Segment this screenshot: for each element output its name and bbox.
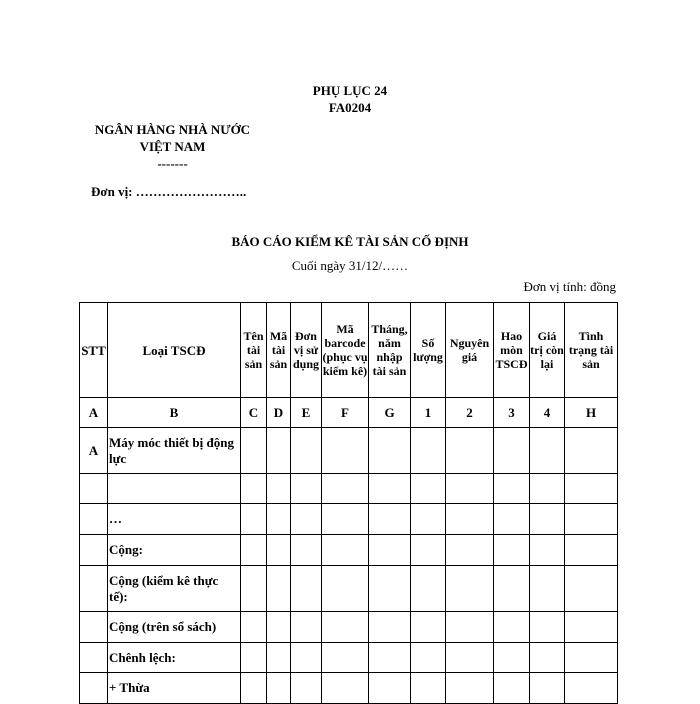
empty-cell bbox=[267, 504, 291, 535]
empty-cell bbox=[241, 428, 267, 474]
empty-cell bbox=[322, 673, 369, 704]
column-code: 2 bbox=[446, 398, 494, 428]
empty-cell bbox=[565, 474, 618, 504]
asset-inventory-table bbox=[79, 302, 618, 704]
empty-cell bbox=[369, 535, 411, 566]
empty-cell bbox=[241, 673, 267, 704]
empty-cell bbox=[530, 566, 565, 612]
empty-cell bbox=[267, 566, 291, 612]
empty-cell bbox=[241, 504, 267, 535]
empty-cell bbox=[267, 612, 291, 643]
row-stt-cell bbox=[80, 612, 108, 643]
empty-cell bbox=[322, 428, 369, 474]
form-code: FA0204 bbox=[328, 100, 372, 115]
empty-cell bbox=[411, 428, 446, 474]
empty-cell bbox=[267, 474, 291, 504]
empty-cell bbox=[530, 612, 565, 643]
col-header-original-cost: Nguyên giá bbox=[446, 303, 494, 398]
empty-cell bbox=[411, 474, 446, 504]
column-code: 4 bbox=[530, 398, 565, 428]
row-stt-cell bbox=[80, 566, 108, 612]
empty-cell bbox=[241, 566, 267, 612]
empty-cell bbox=[267, 673, 291, 704]
empty-cell bbox=[494, 474, 530, 504]
table-row bbox=[80, 643, 618, 673]
empty-cell bbox=[267, 643, 291, 673]
row-label-cell bbox=[108, 474, 241, 504]
column-code: H bbox=[565, 398, 618, 428]
empty-cell bbox=[411, 673, 446, 704]
empty-cell bbox=[494, 566, 530, 612]
column-code: B bbox=[108, 398, 241, 428]
table-row bbox=[80, 474, 618, 504]
empty-cell bbox=[446, 612, 494, 643]
col-header-using-unit: Đơn vị sử dụng bbox=[291, 303, 322, 398]
empty-cell bbox=[241, 535, 267, 566]
row-label-cell: Chênh lệch: bbox=[108, 643, 241, 673]
row-label-cell: … bbox=[108, 504, 241, 535]
empty-cell bbox=[411, 643, 446, 673]
empty-cell bbox=[411, 535, 446, 566]
empty-cell bbox=[369, 474, 411, 504]
empty-cell bbox=[565, 504, 618, 535]
empty-cell bbox=[446, 474, 494, 504]
empty-cell bbox=[267, 535, 291, 566]
row-stt-cell bbox=[80, 474, 108, 504]
row-stt-cell bbox=[80, 673, 108, 704]
empty-cell bbox=[267, 428, 291, 474]
empty-cell bbox=[530, 535, 565, 566]
empty-cell bbox=[291, 612, 322, 643]
empty-cell bbox=[241, 474, 267, 504]
empty-cell bbox=[494, 504, 530, 535]
empty-cell bbox=[494, 535, 530, 566]
column-code: A bbox=[80, 398, 108, 428]
col-header-quantity: Số lượng bbox=[411, 303, 446, 398]
empty-cell bbox=[565, 612, 618, 643]
empty-cell bbox=[530, 474, 565, 504]
empty-cell bbox=[322, 474, 369, 504]
row-stt-cell bbox=[80, 643, 108, 673]
column-code-row bbox=[80, 398, 618, 428]
empty-cell bbox=[530, 428, 565, 474]
row-stt-cell bbox=[80, 504, 108, 535]
empty-cell bbox=[291, 535, 322, 566]
row-label-cell: Cộng: bbox=[108, 535, 241, 566]
column-code: G bbox=[369, 398, 411, 428]
empty-cell bbox=[530, 504, 565, 535]
empty-cell bbox=[446, 673, 494, 704]
empty-cell bbox=[369, 428, 411, 474]
empty-cell bbox=[411, 612, 446, 643]
col-header-barcode: Mã barcode (phục vụ kiểm kê) bbox=[322, 303, 369, 398]
empty-cell bbox=[565, 428, 618, 474]
org-divider: ------- bbox=[157, 156, 188, 171]
row-label-cell: Máy móc thiết bị động lực bbox=[108, 428, 241, 474]
organization-block bbox=[80, 121, 265, 172]
unit-field: Đơn vị: …………………….. bbox=[91, 184, 247, 199]
empty-cell bbox=[446, 428, 494, 474]
empty-cell bbox=[291, 566, 322, 612]
empty-cell bbox=[494, 643, 530, 673]
table-row bbox=[80, 673, 618, 704]
col-header-stt: STT bbox=[80, 303, 108, 398]
col-header-asset-code: Mã tài sản bbox=[267, 303, 291, 398]
empty-cell bbox=[369, 504, 411, 535]
org-name-line1: NGÂN HÀNG NHÀ NƯỚC bbox=[94, 122, 251, 137]
empty-cell bbox=[565, 673, 618, 704]
report-title: BÁO CÁO KIỂM KÊ TÀI SẢN CỐ ĐỊNH bbox=[231, 234, 469, 249]
empty-cell bbox=[369, 673, 411, 704]
report-date: Cuối ngày 31/12/…… bbox=[291, 258, 409, 273]
empty-cell bbox=[446, 504, 494, 535]
empty-cell bbox=[291, 474, 322, 504]
row-stt-cell: A bbox=[80, 428, 108, 474]
col-header-import-date: Tháng, năm nhập tài sản bbox=[369, 303, 411, 398]
empty-cell bbox=[530, 673, 565, 704]
empty-cell bbox=[322, 535, 369, 566]
column-code: 3 bbox=[494, 398, 530, 428]
appendix-title: PHỤ LỤC 24 bbox=[312, 83, 388, 98]
column-code: F bbox=[322, 398, 369, 428]
empty-cell bbox=[446, 643, 494, 673]
empty-cell bbox=[241, 612, 267, 643]
empty-cell bbox=[369, 643, 411, 673]
row-label-cell: Cộng (kiểm kê thực tế): bbox=[108, 566, 241, 612]
table-row bbox=[80, 428, 618, 474]
empty-cell bbox=[530, 643, 565, 673]
col-header-depreciation: Hao mòn TSCĐ bbox=[494, 303, 530, 398]
col-header-remaining-value: Giá trị còn lại bbox=[530, 303, 565, 398]
col-header-asset-name: Tên tài sản bbox=[241, 303, 267, 398]
empty-cell bbox=[565, 535, 618, 566]
col-header-asset-type: Loại TSCĐ bbox=[108, 303, 241, 398]
empty-cell bbox=[446, 566, 494, 612]
table-row bbox=[80, 504, 618, 535]
empty-cell bbox=[411, 504, 446, 535]
empty-cell bbox=[241, 643, 267, 673]
appendix-heading bbox=[250, 82, 450, 116]
org-name-line2: VIỆT NAM bbox=[139, 139, 206, 154]
empty-cell bbox=[494, 612, 530, 643]
col-header-asset-condition: Tình trạng tài sản bbox=[565, 303, 618, 398]
empty-cell bbox=[565, 643, 618, 673]
column-code: E bbox=[291, 398, 322, 428]
table-header-row bbox=[80, 303, 618, 398]
row-stt-cell bbox=[80, 535, 108, 566]
empty-cell bbox=[369, 566, 411, 612]
empty-cell bbox=[494, 428, 530, 474]
empty-cell bbox=[565, 566, 618, 612]
table-row bbox=[80, 612, 618, 643]
table-row bbox=[80, 566, 618, 612]
empty-cell bbox=[291, 428, 322, 474]
row-label-cell: Cộng (trên sổ sách) bbox=[108, 612, 241, 643]
column-code: C bbox=[241, 398, 267, 428]
empty-cell bbox=[291, 643, 322, 673]
currency-unit: Đơn vị tính: đồng bbox=[523, 279, 616, 294]
empty-cell bbox=[291, 504, 322, 535]
empty-cell bbox=[369, 612, 411, 643]
empty-cell bbox=[322, 566, 369, 612]
column-code: D bbox=[267, 398, 291, 428]
empty-cell bbox=[322, 612, 369, 643]
column-code: 1 bbox=[411, 398, 446, 428]
table-row bbox=[80, 535, 618, 566]
empty-cell bbox=[322, 504, 369, 535]
empty-cell bbox=[411, 566, 446, 612]
empty-cell bbox=[322, 643, 369, 673]
empty-cell bbox=[494, 673, 530, 704]
empty-cell bbox=[291, 673, 322, 704]
row-label-cell: + Thừa bbox=[108, 673, 241, 704]
empty-cell bbox=[446, 535, 494, 566]
